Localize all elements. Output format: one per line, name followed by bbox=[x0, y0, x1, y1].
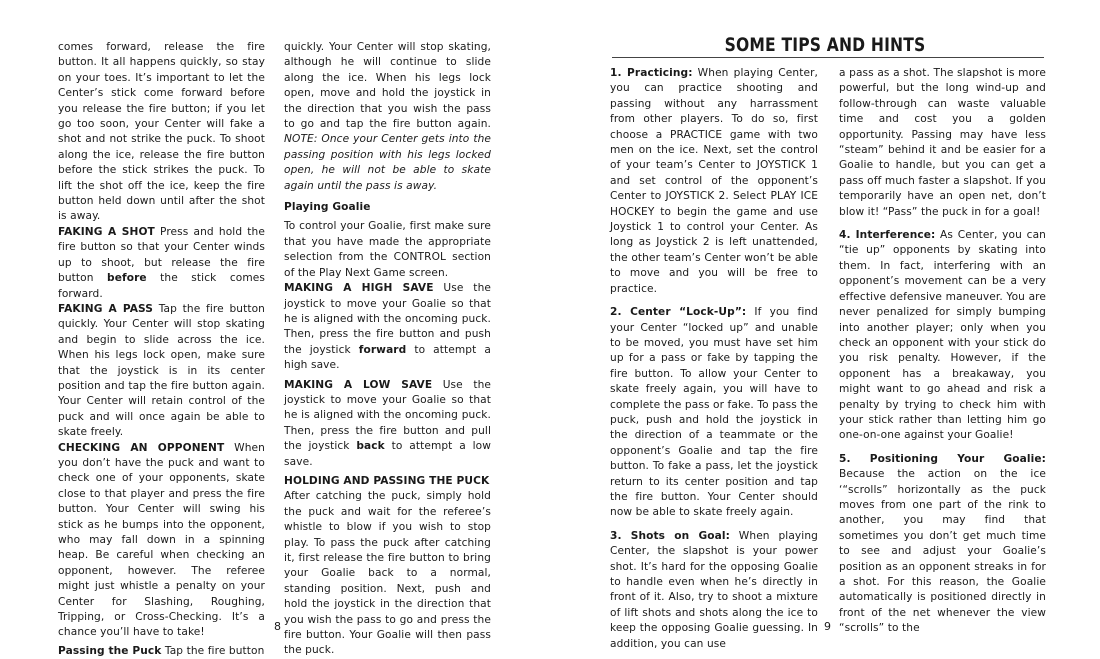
tip-interference: 4. Interference: As Center, you can “tie up” opponents by skating into them. In fact, interfering with an opponent’s movement can be a very effective defensive maneuver. You are never penalized for simply bumping into another player; only when you check an opponent with your stick do you risk penalty. However, if the opponent has a breakaway, you might want to go ahead and risk a penalty by trying to check him with your stick rather than letting him go one-on-one against your Goalie! bbox=[839, 229, 1046, 442]
paragraph-low-save: MAKING A LOW SAVE Use the joystick to move your Goalie so that he is aligned with the oncoming puck. Then, press the fire button and pull the joystick back to attempt a low save. bbox=[284, 378, 491, 468]
paragraph-holding: After catching the puck, simply hold the puck and wait for the referee’s whistle to blow if you wish to stop play. To pass the puck after catching it, first release the fire button to bring your Goalie back to a normal, standing position. Next, push and hold the joystick in the direction that you wish the pass to go and press the fire button. Your Goalie will then pass the puck. bbox=[284, 490, 491, 657]
paragraph: quickly. Your Center will stop skating, although he will continue to slide along the ice. When his legs lock open, move and hold the joystick in the direction that you wish the pass to go and tap the fire button again. NOTE: Once your Center gets into the passing position with his legs locked open, he will not be able to skate again until the pass is away. bbox=[284, 41, 491, 192]
paragraph: comes forward, release the fire button. It all happens quickly, so stay on your toes. It’s important to let the Center’s stick come forward before you release the fire button; if you let go too soon, your Center will fake a shot and not strike the puck. To shoot along the ice, release the fire button before the stick strikes the puck. To lift the shot off the ice, keep the fire button held down until after the shot is away. bbox=[58, 41, 265, 223]
paragraph-high-save: MAKING A HIGH SAVE Use the joystick to move your Goalie so that he is aligned with the oncoming puck. Then, press the fire button and push the joystick forward to attempt a high save. bbox=[284, 282, 491, 372]
left-column-2 bbox=[284, 40, 491, 659]
left-column-1 bbox=[58, 40, 265, 659]
left-page bbox=[0, 0, 550, 657]
tip-positioning-goalie: 5. Positioning Your Goalie: Because the action on the ice ‘“scrolls” horizontally as the puck moves from one part of the rink to another, you may find that sometimes you don’t get much time to see and adjust your Goalie’s position as an opponent streaks in for a shot. For this reason, the Goalie automatically is positioned directly in front of the net whenever the view “scrolls” to the bbox=[839, 452, 1046, 635]
page-title: SOME TIPS AND HINTS bbox=[724, 34, 926, 56]
paragraph-checking: CHECKING AN OPPONENT When you don’t have the puck and want to check one of your opponents, skate close to that player and press the fire button. Your Center will swing his stick as he bumps into the opponent, who may fall down in a spinning heap. Be careful when checking an opponent, however. The referee might just whistle a penalty on your Center for Slashing, Roughing, Tripping, or Cross-Checking. It’s a chance you’ll have to take! bbox=[58, 441, 265, 639]
title-divider bbox=[612, 57, 1044, 58]
section-heading-holding: HOLDING AND PASSING THE PUCK bbox=[284, 474, 490, 487]
paragraph-faking-shot: FAKING A SHOT Press and hold the fire button so that your Center winds up to shoot, but release the fire button before the stick comes forward. bbox=[58, 225, 266, 300]
tip-continued: a pass as a shot. The slapshot is more powerful, but the long wind-up and follow-through can waste valuable time and cost you a golden opportunity. Passing may have less “steam” behind it and be easier for a Goalie to handle, but you can get a pass off much faster a slapshot. If you temporarily have an open net, don’t blow it! “Pass” the puck in for a goal! bbox=[839, 67, 1046, 218]
paragraph-goalie: To control your Goalie, first make sure that you have made the appropriate selection from the CONTROL section of the Play Next Game screen. bbox=[284, 220, 491, 279]
section-heading-playing-goalie: Playing Goalie bbox=[284, 201, 371, 214]
right-column-1 bbox=[610, 66, 818, 652]
page-number: 8 bbox=[274, 620, 281, 633]
right-column-2 bbox=[839, 66, 1046, 637]
paragraph-faking-pass: FAKING A PASS Tap the fire button quickly. Your Center will stop skating and begin to slide across the ice. When his legs lock open, make sure that the joystick is in its center position and tap the fire button again. Your Center will retain control of the puck and will once again be able to skate freely. bbox=[58, 302, 265, 439]
tip-shots-on-goal: 3. Shots on Goal: When playing Center, the slapshot is your power shot. It’s hard for the opposing Goalie to handle even when he’s directly in front of it. Also, try to shoot a mixture of lift shots and shots along the ice to keep the opposing Goalie guessing. In addition, you can use bbox=[610, 529, 818, 650]
tip-practicing: 1. Practicing: When playing Center, you can practice shooting and passing without any harrassment from other players. To do so, first choose a PRACTICE game with two men on the ice. Next, set the control of your team’s Center to JOYSTICK 1 and set control of the opponent’s Center to JOYSTICK 2. Select PLAY ICE HOCKEY to begin the game and use Joystick 1 to control your Center. As long as Joystick 2 is left unattended, the other team’s Center won’t be able to move and you will be free to practice. bbox=[610, 67, 818, 295]
page-number: 9 bbox=[824, 620, 831, 633]
right-page bbox=[550, 0, 1100, 649]
tip-center-lock-up: 2. Center “Lock-Up”: If you find your Center “locked up” and unable to be moved, you must have set him up for a pass or fake by tapping the fire button. To allow your Center to skate freely again, you will have to complete the pass or fake. To pass the puck, push and hold the joystick in the direction of a teammate or the opponent’s Goalie and tap the fire button. To fake a pass, let the joystick return to its center position and tap the fire button. Your Center should now be able to skate freely again. bbox=[610, 306, 819, 519]
paragraph-passing: Passing the Puck Tap the fire button bbox=[58, 644, 265, 657]
